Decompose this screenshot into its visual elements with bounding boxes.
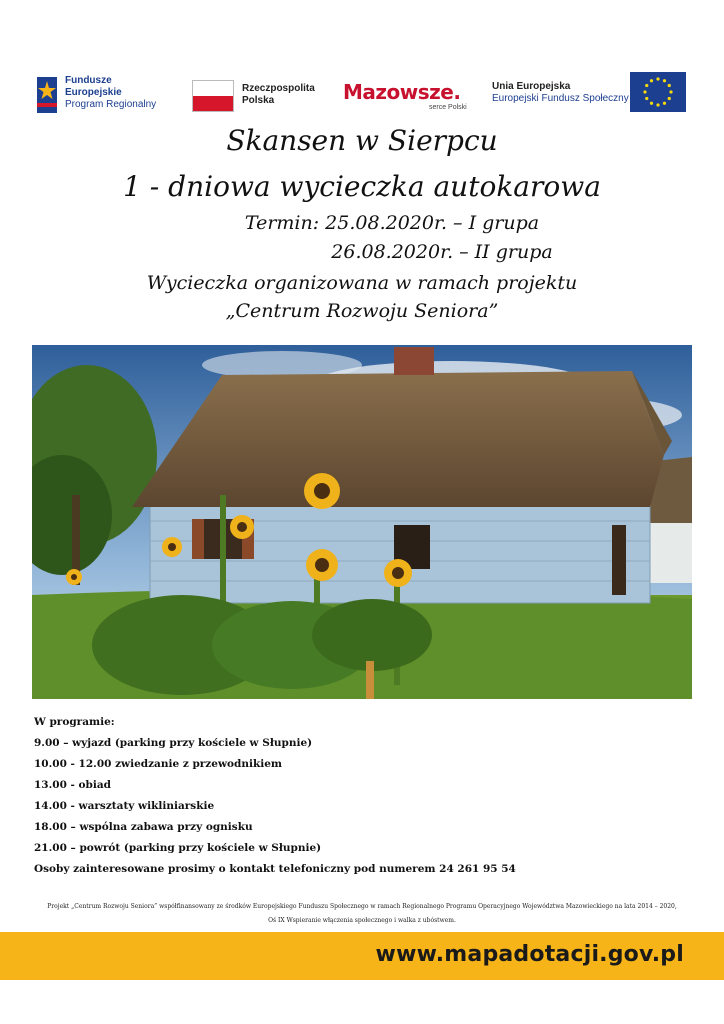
mazowsze-name: Mazowsze. — [343, 80, 461, 104]
fundusze-star-icon — [35, 71, 59, 117]
program-item: 21.00 – powrót (parking przy kościele w Słupnie) — [34, 842, 322, 854]
rzeczpospolita-logo — [192, 66, 332, 122]
program-heading: W programie: — [34, 716, 115, 728]
fundusze-line-3: Program Regionalny — [65, 99, 157, 110]
eu-star-icon — [669, 90, 672, 93]
eu-star-icon — [645, 84, 648, 87]
cottage-photo — [32, 345, 692, 699]
program-item: 9.00 – wyjazd (parking przy kościele w Słupnie) — [34, 737, 313, 749]
project-axis-note: Oś IX Wspieranie włączenia społecznego i walka z ubóstwem. — [268, 917, 456, 924]
mazowsze-tagline: serce Polski — [429, 104, 467, 111]
eu-star-icon — [656, 103, 659, 106]
event-subtitle: 1 - dniowa wycieczka autokarowa — [123, 170, 601, 203]
eu-star-icon — [650, 102, 653, 105]
eu-star-icon — [650, 79, 653, 82]
eu-star-icon — [668, 84, 671, 87]
eu-star-icon — [663, 102, 666, 105]
fundusze-line-1: Fundusze — [65, 75, 112, 86]
term-group-2: 26.08.2020r. – II grupa — [331, 241, 553, 263]
eu-star-icon — [645, 97, 648, 100]
website-link[interactable]: www.mapadotacji.gov.pl — [375, 942, 684, 967]
fundusze-line-2: Europejskie — [65, 87, 122, 98]
event-title: Skansen w Sierpcu — [226, 124, 498, 157]
ue-line-1: Unia Europejska — [492, 81, 571, 92]
logo-strip — [30, 66, 694, 122]
rp-line-2: Polska — [242, 95, 275, 106]
program-item: 18.00 – wspólna zabawa przy ognisku — [34, 821, 253, 833]
polish-flag-icon — [192, 80, 234, 112]
eu-star-icon — [643, 90, 646, 93]
eu-star-icon — [663, 79, 666, 82]
program-list — [34, 716, 694, 884]
contact-info: Osoby zainteresowane prosimy o kontakt telefoniczny pod numerem 24 261 95 54 — [34, 863, 516, 875]
footer-banner — [0, 932, 724, 980]
program-item: 14.00 - warsztaty wikliniarskie — [34, 800, 215, 812]
eu-flag-icon — [630, 72, 686, 112]
project-name: „Centrum Rozwoju Seniora” — [225, 300, 499, 322]
program-item: 13.00 - obiad — [34, 779, 112, 791]
eu-star-icon — [668, 97, 671, 100]
rp-line-1: Rzeczpospolita — [242, 83, 315, 94]
mazowsze-logo — [343, 66, 473, 122]
project-line: Wycieczka organizowana w ramach projektu — [146, 272, 578, 294]
project-footnote: Projekt „Centrum Rozwoju Seniora” współfinansowany ze środków Europejskiego Funduszu Społecznego w ramach Regionalnego Programu Operacyjnego Województwa Mazowieckiego na lata 2014 – 2020, — [47, 903, 677, 910]
program-item: 10.00 - 12.00 zwiedzanie z przewodnikiem — [34, 758, 283, 770]
fundusze-europejskie-logo — [35, 66, 175, 122]
eu-star-icon — [656, 77, 659, 80]
ue-line-2: Europejski Fundusz Społeczny — [492, 93, 629, 104]
term-group-1: Termin: 25.08.2020r. – I grupa — [244, 212, 540, 234]
unia-europejska-logo — [492, 66, 692, 122]
